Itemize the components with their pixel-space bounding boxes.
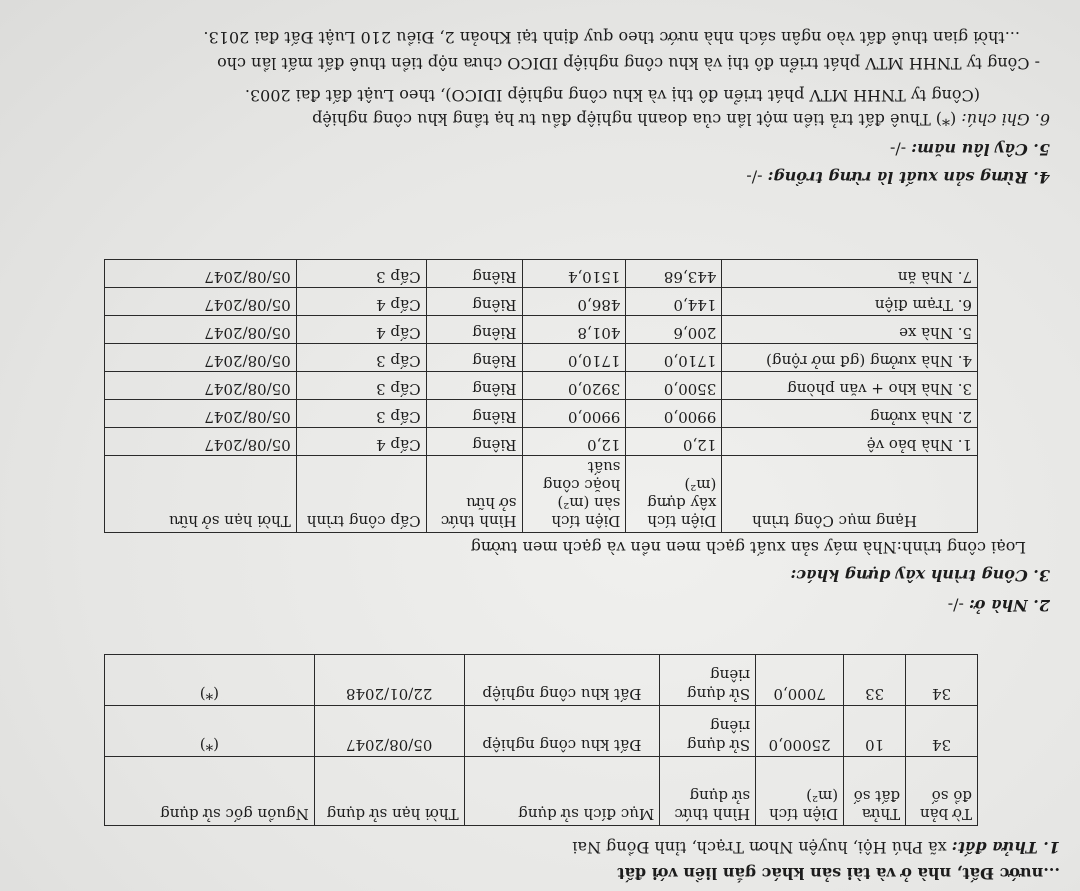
table-cell: (*) bbox=[105, 655, 315, 706]
construction-header-cell: Hạng mục Công trình bbox=[722, 456, 978, 533]
table-cell: 05/08/2047 bbox=[105, 260, 297, 288]
table-cell: Riêng bbox=[426, 372, 522, 400]
note-text: (*) Thuê đất trả tiền một lần của doanh nghiệp đầu tư hạ tầng khu công nghiệp bbox=[312, 110, 957, 129]
table-cell: 12,0 bbox=[522, 428, 626, 456]
table-cell: 33 bbox=[844, 655, 906, 706]
table-cell: 05/08/2047 bbox=[314, 706, 464, 757]
table-cell: Đất khu công nghiệp bbox=[464, 706, 660, 757]
table-cell: (*) bbox=[105, 706, 315, 757]
table-cell: 34 bbox=[906, 706, 978, 757]
forest-label: 4. Rừng sản xuất là rừng trồng: bbox=[767, 168, 1050, 187]
house-value: -/- bbox=[947, 596, 964, 615]
table-cell: 4. Nhà xưởng (gđ mở rộng) bbox=[722, 344, 978, 372]
construction-table-header bbox=[105, 456, 978, 533]
construction-type-label: Loại công trình: bbox=[896, 538, 1026, 557]
land-header-cell: Nguồn gốc sử dụng bbox=[105, 757, 315, 826]
table-cell: 05/08/2047 bbox=[105, 344, 297, 372]
table-row bbox=[105, 428, 978, 456]
table-cell: 12,0 bbox=[626, 428, 722, 456]
table-cell: Riêng bbox=[426, 316, 522, 344]
table-row bbox=[105, 316, 978, 344]
table-cell: 22/01/2048 bbox=[314, 655, 464, 706]
construction-header-cell: Cấp công trình bbox=[296, 456, 426, 533]
table-cell: 200,6 bbox=[626, 316, 722, 344]
table-cell: Cấp 4 bbox=[296, 428, 426, 456]
perennial-line bbox=[890, 139, 1050, 159]
table-cell: Riêng bbox=[426, 428, 522, 456]
note-bullet: - Công ty TNHH MTV phát triển đô thị và khu công nghiệp IDICO chưa nộp tiền thuê đất mất lần cho bbox=[217, 54, 1040, 73]
construction-type-line bbox=[471, 537, 1026, 557]
table-cell: 25000,0 bbox=[756, 706, 844, 757]
table-cell: 05/08/2047 bbox=[105, 288, 297, 316]
table-cell: Riêng bbox=[426, 288, 522, 316]
table-cell: Riêng bbox=[426, 260, 522, 288]
table-cell: Cấp 3 bbox=[296, 372, 426, 400]
table-cell: Cấp 3 bbox=[296, 344, 426, 372]
construction-header-cell: Thời hạn sở hữu bbox=[105, 456, 297, 533]
table-cell: 1. Nhà bảo vệ bbox=[722, 428, 978, 456]
table-cell: 10 bbox=[844, 706, 906, 757]
table-row bbox=[105, 260, 978, 288]
land-header-cell: Diện tích (m²) bbox=[756, 757, 844, 826]
table-row bbox=[105, 655, 978, 706]
note-line-2: (Công ty TNHH MTV phát triển đô thị và khu công nghiệp IDICO), theo Luật đất đai 2003. bbox=[244, 86, 980, 105]
land-address: xã Phú Hội, huyện Nhơn Trạch, tỉnh Đồng Nai bbox=[572, 838, 947, 857]
land-table-header bbox=[105, 757, 978, 826]
table-cell: 1710,0 bbox=[522, 344, 626, 372]
table-cell: 401,8 bbox=[522, 316, 626, 344]
table-cell: 05/08/2047 bbox=[105, 316, 297, 344]
perennial-value: -/- bbox=[889, 140, 907, 159]
land-line bbox=[572, 837, 1060, 857]
table-cell: 9900,0 bbox=[626, 400, 722, 428]
perennial-label: 5. Cây lâu năm: bbox=[911, 140, 1050, 159]
land-header-cell: Hình thức sử dụng bbox=[660, 757, 756, 826]
table-cell: 7000,0 bbox=[756, 655, 844, 706]
note-line bbox=[40, 109, 1050, 129]
land-header-cell: Thời hạn sử dụng bbox=[314, 757, 464, 826]
table-cell: 486,0 bbox=[522, 288, 626, 316]
house-line bbox=[948, 595, 1050, 615]
table-cell: Sử dụng riêng bbox=[660, 655, 756, 706]
table-cell: 144,0 bbox=[626, 288, 722, 316]
section-heading: ...nước Đất, nhà ở và tài sản khác gắn liền với đất bbox=[617, 864, 1060, 883]
table-cell: 2. Nhà xưởng bbox=[722, 400, 978, 428]
land-header-cell: Mục đích sử dụng bbox=[464, 757, 660, 826]
table-cell: Riêng bbox=[426, 400, 522, 428]
land-table bbox=[104, 654, 978, 826]
table-cell: 3500,0 bbox=[626, 372, 722, 400]
note-bullet-continued: ...thời gian thuê đất vào ngân sách nhà nước theo quy định tại Khoản 2, Điều 210 Luật Đất đai 2013. bbox=[203, 28, 1020, 47]
construction-header-cell: Diện tích xây dựng (m²) bbox=[626, 456, 722, 533]
table-cell: 9900,0 bbox=[522, 400, 626, 428]
table-cell: Cấp 4 bbox=[296, 288, 426, 316]
forest-value: -/- bbox=[746, 168, 763, 187]
table-cell: 05/08/2047 bbox=[105, 428, 297, 456]
table-cell: Cấp 3 bbox=[296, 260, 426, 288]
table-cell: 05/08/2047 bbox=[105, 372, 297, 400]
construction-type-value: Nhà máy sản xuất gạch men nền và gạch men tường bbox=[470, 538, 897, 557]
table-cell: 3920,0 bbox=[522, 372, 626, 400]
house-label: 2. Nhà ở: bbox=[968, 596, 1050, 615]
table-row bbox=[105, 400, 978, 428]
land-label: 1. Thửa đất: bbox=[951, 838, 1060, 857]
table-cell: 34 bbox=[906, 655, 978, 706]
table-row bbox=[105, 288, 978, 316]
table-row bbox=[105, 344, 978, 372]
table-cell: 443,68 bbox=[626, 260, 722, 288]
table-cell: 5. Nhà xe bbox=[722, 316, 978, 344]
land-header-cell: Tờ bản đồ số bbox=[906, 757, 978, 826]
table-cell: Sử dụng riêng bbox=[660, 706, 756, 757]
table-cell: Riêng bbox=[426, 344, 522, 372]
table-cell: Cấp 4 bbox=[296, 316, 426, 344]
table-cell: 1510,4 bbox=[522, 260, 626, 288]
construction-table bbox=[104, 259, 978, 533]
forest-line bbox=[746, 167, 1050, 187]
table-cell: 05/08/2047 bbox=[105, 400, 297, 428]
table-row bbox=[105, 372, 978, 400]
table-row bbox=[105, 706, 978, 757]
note-label: 6. Ghi chú: bbox=[961, 110, 1050, 129]
construction-header-cell: Hình thức sở hữu bbox=[426, 456, 522, 533]
table-cell: Cấp 3 bbox=[296, 400, 426, 428]
land-header-cell: Thửa đất số bbox=[844, 757, 906, 826]
table-cell: 6. Trạm điện bbox=[722, 288, 978, 316]
table-cell: 3. Nhà kho + văn phòng bbox=[722, 372, 978, 400]
table-cell: 7. Nhà ăn bbox=[722, 260, 978, 288]
construction-header-cell: Diện tích sàn (m²) hoặc công suất bbox=[522, 456, 626, 533]
table-cell: Đất khu công nghiệp bbox=[464, 655, 660, 706]
construction-label: 3. Công trình xây dựng khác: bbox=[790, 566, 1050, 585]
table-cell: 1710,0 bbox=[626, 344, 722, 372]
